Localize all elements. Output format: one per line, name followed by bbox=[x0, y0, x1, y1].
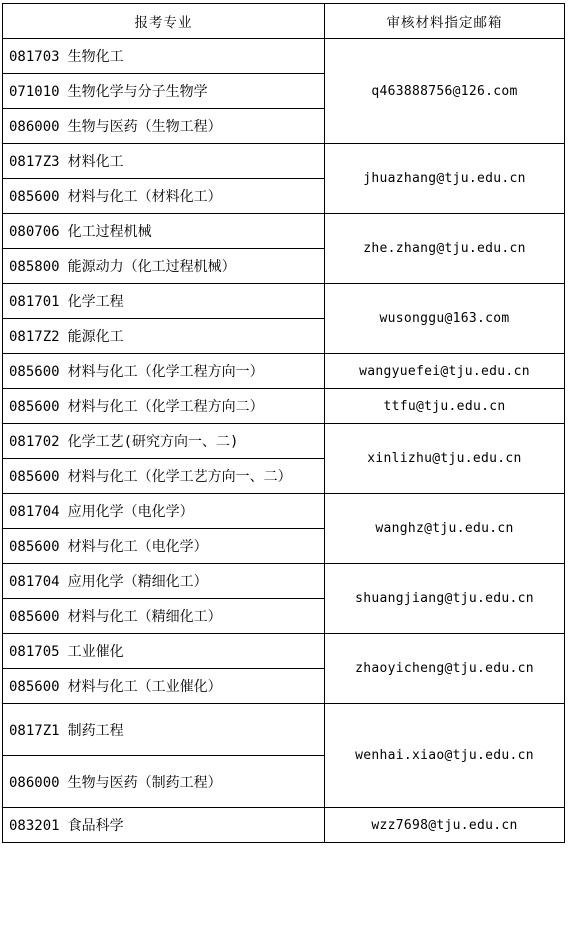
major-code: 086000 bbox=[9, 774, 60, 791]
major-cell bbox=[3, 249, 325, 284]
major-cell bbox=[3, 529, 325, 564]
table-row bbox=[3, 634, 565, 669]
major-cell bbox=[3, 109, 325, 144]
major-cell bbox=[3, 669, 325, 704]
major-name: 化工过程机械 bbox=[67, 224, 152, 240]
table-row bbox=[3, 39, 565, 74]
major-name: 生物与医药（制药工程） bbox=[67, 774, 222, 791]
major-name: 化学工艺(研究方向一、二) bbox=[67, 434, 239, 450]
major-name: 材料与化工（电化学） bbox=[67, 539, 208, 555]
table-header-row bbox=[3, 4, 565, 39]
table-row bbox=[3, 214, 565, 249]
email-cell: wusonggu@163.com bbox=[325, 284, 565, 354]
major-cell bbox=[3, 564, 325, 599]
major-name: 生物化工 bbox=[67, 49, 124, 65]
major-name: 材料与化工（化学工程方向一） bbox=[67, 364, 264, 380]
major-cell bbox=[3, 424, 325, 459]
major-cell bbox=[3, 634, 325, 669]
email-cell: ttfu@tju.edu.cn bbox=[325, 389, 565, 424]
major-name: 能源化工 bbox=[67, 329, 124, 345]
email-cell: wanghz@tju.edu.cn bbox=[325, 494, 565, 564]
major-cell bbox=[3, 599, 325, 634]
major-code: 085600 bbox=[9, 364, 60, 380]
major-cell bbox=[3, 144, 325, 179]
major-code: 081701 bbox=[9, 294, 60, 310]
major-code: 085600 bbox=[9, 539, 60, 555]
table-row bbox=[3, 704, 565, 756]
major-code: 0817Z1 bbox=[9, 722, 60, 739]
major-code: 080706 bbox=[9, 224, 60, 240]
major-name: 应用化学（电化学） bbox=[67, 504, 194, 520]
major-code: 086000 bbox=[9, 119, 60, 135]
major-cell bbox=[3, 39, 325, 74]
email-cell: wenhai.xiao@tju.edu.cn bbox=[325, 704, 565, 808]
major-cell bbox=[3, 808, 325, 843]
major-code: 081704 bbox=[9, 504, 60, 520]
major-code: 085600 bbox=[9, 609, 60, 625]
major-code: 081702 bbox=[9, 434, 60, 450]
major-code: 071010 bbox=[9, 84, 60, 100]
major-name: 生物与医药（生物工程） bbox=[67, 119, 222, 135]
table-row bbox=[3, 424, 565, 459]
header-major: 报考专业 bbox=[3, 4, 325, 39]
major-code: 081703 bbox=[9, 49, 60, 65]
email-cell: wangyuefei@tju.edu.cn bbox=[325, 354, 565, 389]
email-cell: shuangjiang@tju.edu.cn bbox=[325, 564, 565, 634]
major-code: 083201 bbox=[9, 818, 60, 834]
major-cell bbox=[3, 284, 325, 319]
major-code: 085600 bbox=[9, 189, 60, 205]
major-cell bbox=[3, 179, 325, 214]
major-code: 085600 bbox=[9, 399, 60, 415]
major-cell bbox=[3, 704, 325, 756]
email-cell: xinlizhu@tju.edu.cn bbox=[325, 424, 565, 494]
email-cell: jhuazhang@tju.edu.cn bbox=[325, 144, 565, 214]
major-code: 081705 bbox=[9, 644, 60, 660]
major-cell bbox=[3, 459, 325, 494]
major-cell bbox=[3, 756, 325, 808]
major-cell bbox=[3, 74, 325, 109]
major-name: 应用化学（精细化工） bbox=[67, 574, 208, 590]
email-cell: q463888756@126.com bbox=[325, 39, 565, 144]
major-name: 材料化工 bbox=[67, 154, 124, 170]
table-row bbox=[3, 354, 565, 389]
major-name: 材料与化工（精细化工） bbox=[67, 609, 222, 625]
major-name: 材料与化工（化学工程方向二） bbox=[67, 399, 264, 415]
major-code: 085600 bbox=[9, 679, 60, 695]
major-cell bbox=[3, 354, 325, 389]
major-code: 081704 bbox=[9, 574, 60, 590]
major-cell bbox=[3, 319, 325, 354]
major-cell bbox=[3, 494, 325, 529]
major-name: 材料与化工（化学工艺方向一、二） bbox=[67, 469, 292, 485]
table-body bbox=[3, 39, 565, 843]
table-row bbox=[3, 494, 565, 529]
header-email: 审核材料指定邮箱 bbox=[325, 4, 565, 39]
major-name: 能源动力（化工过程机械） bbox=[67, 259, 236, 275]
major-code: 085600 bbox=[9, 469, 60, 485]
major-name: 化学工程 bbox=[67, 294, 124, 310]
major-code: 0817Z2 bbox=[9, 329, 60, 345]
major-cell bbox=[3, 214, 325, 249]
table-row bbox=[3, 284, 565, 319]
major-name: 材料与化工（材料化工） bbox=[67, 189, 222, 205]
major-name: 工业催化 bbox=[67, 644, 124, 660]
major-name: 材料与化工（工业催化） bbox=[67, 679, 222, 695]
major-name: 食品科学 bbox=[67, 818, 124, 834]
table-row bbox=[3, 389, 565, 424]
major-code: 0817Z3 bbox=[9, 154, 60, 170]
table-row bbox=[3, 564, 565, 599]
table-row bbox=[3, 144, 565, 179]
table-row bbox=[3, 808, 565, 843]
email-cell: zhaoyicheng@tju.edu.cn bbox=[325, 634, 565, 704]
major-email-table bbox=[2, 3, 565, 843]
email-cell: wzz7698@tju.edu.cn bbox=[325, 808, 565, 843]
major-name: 生物化学与分子生物学 bbox=[67, 84, 208, 100]
major-code: 085800 bbox=[9, 259, 60, 275]
major-cell bbox=[3, 389, 325, 424]
major-name: 制药工程 bbox=[67, 722, 124, 739]
email-cell: zhe.zhang@tju.edu.cn bbox=[325, 214, 565, 284]
